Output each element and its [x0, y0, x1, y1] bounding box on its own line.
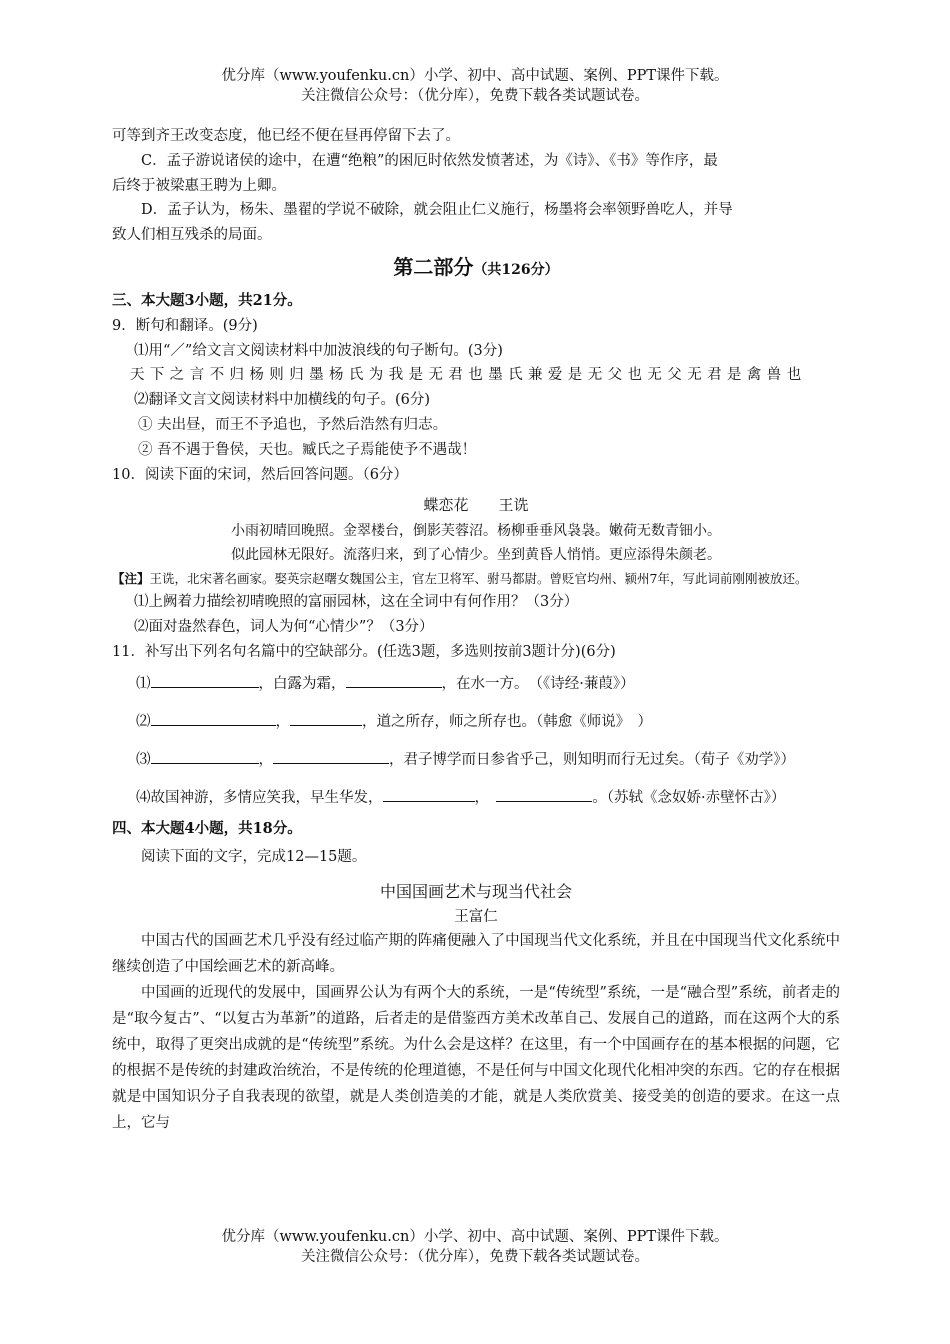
- item-3-middle: ，: [258, 751, 273, 768]
- item-1-number: ⑴: [136, 675, 151, 692]
- answer-blank[interactable]: [383, 787, 475, 802]
- question-9-sentence: 天下之言不归杨则归墨杨氏为我是无君也墨氏兼爱是无父也无父无君是禽兽也: [130, 367, 807, 384]
- item-4-start: 故国神游，多情应笑我，早生华发，: [150, 789, 383, 806]
- item-4-number: ⑷: [136, 789, 151, 806]
- answer-blank[interactable]: [346, 673, 442, 688]
- item-4-end: 。（苏轼《念奴娇·赤壁怀古》）: [592, 789, 786, 806]
- poem-note-label: 【注】: [112, 571, 150, 587]
- answer-blank[interactable]: [273, 749, 389, 764]
- poem-heading: [112, 491, 840, 519]
- question-9-translate-1: ① 夫出昼，而王不予追也，予然后浩然有归志。: [138, 416, 448, 433]
- part-two-score: （共126分）: [473, 261, 559, 278]
- item-1-middle: ，白露为霜，: [258, 675, 346, 692]
- question-11-item-2: [112, 703, 840, 741]
- part-two-heading: [112, 250, 840, 287]
- page-header: [0, 66, 950, 106]
- question-11-item-4: [112, 779, 840, 817]
- article-author: 王富仁: [454, 908, 498, 925]
- item-3-end: ，君子博学而日参省乎己，则知明而行无过矣。（荀子《劝学》）: [389, 751, 795, 768]
- header-line-1: 优分库（www.youfenku.cn）小学、初中、高中试题、案例、PPT课件下载。: [221, 68, 729, 84]
- header-line-2: 关注微信公众号：（优分库），免费下载各类试题试卷。: [301, 88, 649, 104]
- option-d-line-2: 致人们相互残杀的局面。: [112, 227, 272, 244]
- question-10-title: 10．阅读下面的宋词，然后回答问题。（6分）: [112, 466, 408, 483]
- option-b-continuation: 可等到齐王改变态度，他已经不便在昼再停留下去了。: [112, 128, 460, 144]
- question-11-item-1: [112, 665, 840, 703]
- option-c-line-2: 后终于被梁惠王聘为上卿。: [112, 177, 286, 194]
- page-footer: [0, 1227, 950, 1267]
- answer-blank[interactable]: [151, 749, 259, 764]
- poem-title: 蝶恋花: [423, 496, 469, 515]
- section-four-heading: 四、本大题4小题，共18分。: [112, 819, 302, 837]
- item-2-end: ，道之所存，师之所存也。（韩愈《师说》 ）: [362, 713, 652, 730]
- item-3-number: ⑶: [136, 751, 151, 768]
- question-9-title: 9．断句和翻译。(9分): [112, 317, 258, 334]
- section-three-heading: 三、本大题3小题，共21分。: [112, 291, 302, 309]
- question-9-sub-1: ⑴用“／”给文言文阅读材料中加波浪线的句子断句。(3分): [134, 342, 503, 359]
- question-10-sub-1: ⑴上阙着力描绘初晴晚照的富丽园林，这在全词中有何作用？（3分）: [134, 594, 579, 611]
- page-content: [112, 124, 840, 1136]
- article-paragraph-2: 中国画的近现代的发展中，国画界公认为有两个大的系统，一是“传统型”系统，一是“融合型”系统，前者走的是“取今复古”、“以复古为革新”的道路，后者走的是借鉴西方美术改革自己、发展自己的道路，而在这两个大的系统中，取得了更突出成就的是“传统型”系统。为什么会是这样？在这里，有一个中国画存在的基本根据的问题，它的根据不是传统的封建政治统治，不是传统的伦理道德，不是任何与中国文化现代化相冲突的东西。它的存在根据就是中国知识分子自我表现的欲望，就是人类创造美的才能，就是人类欣赏美、接受美的创造的要求。在这一点上，它与: [112, 984, 840, 1131]
- item-2-middle: ，: [275, 713, 290, 730]
- answer-blank[interactable]: [496, 787, 592, 802]
- poem-note: [112, 567, 840, 590]
- poem-author: 王诜: [498, 496, 529, 515]
- question-11-title: 11．补写出下列名句名篇中的空缺部分。(任选3题，多选则按前3题计分)(6分): [112, 643, 616, 660]
- item-2-number: ⑵: [136, 713, 151, 730]
- item-4-middle: ，: [474, 789, 497, 806]
- question-11-item-3: [112, 741, 840, 779]
- part-two-title: 第二部分: [393, 254, 474, 279]
- option-c-line-1: C．孟子游说诸侯的途中，在遭“绝粮”的困厄时依然发愤著述，为《诗》、《书》等作序，最: [141, 152, 718, 169]
- poem-line-1: 小雨初晴回晚照。金翠楼台，倒影芙蓉沼。杨柳垂垂风袅袅。嫩荷无数青钿小。: [231, 523, 721, 540]
- question-10-sub-2: ⑵面对盎然春色，词人为何“心情少”？（3分）: [134, 619, 434, 636]
- poem-line-2: 似此园林无限好。流落归来，到了心情少。坐到黄昏人悄悄。更应添得朱颜老。: [231, 547, 721, 564]
- footer-line-1: 优分库（www.youfenku.cn）小学、初中、高中试题、案例、PPT课件下载。: [221, 1229, 729, 1245]
- reading-instruction: 阅读下面的文字，完成12—15题。: [141, 848, 367, 865]
- article-title: 中国国画艺术与现当代社会: [379, 881, 572, 901]
- answer-blank[interactable]: [151, 673, 259, 688]
- answer-blank[interactable]: [290, 711, 362, 726]
- footer-line-2: 关注微信公众号：（优分库），免费下载各类试题试卷。: [301, 1249, 649, 1265]
- item-1-end: ，在水一方。 （《诗经·蒹葭》）: [441, 675, 635, 692]
- question-9-sub-2: ⑵翻译文言文阅读材料中加横线的句子。(6分): [134, 392, 431, 409]
- article-paragraph-1: 中国古代的国画艺术几乎没有经过临产期的阵痛便融入了中国现当代文化系统，并且在中国现当代文化系统中继续创造了中国绘画艺术的新高峰。: [112, 932, 840, 975]
- question-9-translate-2: ② 吾不遇于鲁侯，天也。臧氏之子焉能使予不遇哉！: [138, 441, 477, 458]
- option-d-line-1: D．孟子认为，杨朱、墨翟的学说不破除，就会阻止仁义施行，杨墨将会率领野兽吃人，并导: [141, 202, 733, 219]
- answer-blank[interactable]: [151, 711, 276, 726]
- poem-note-text: 王诜，北宋著名画家。娶英宗赵曙女魏国公主，官左卫将军、驸马都尉。曾贬官均州、颍州7年，写此词前刚刚被放还。: [149, 571, 808, 587]
